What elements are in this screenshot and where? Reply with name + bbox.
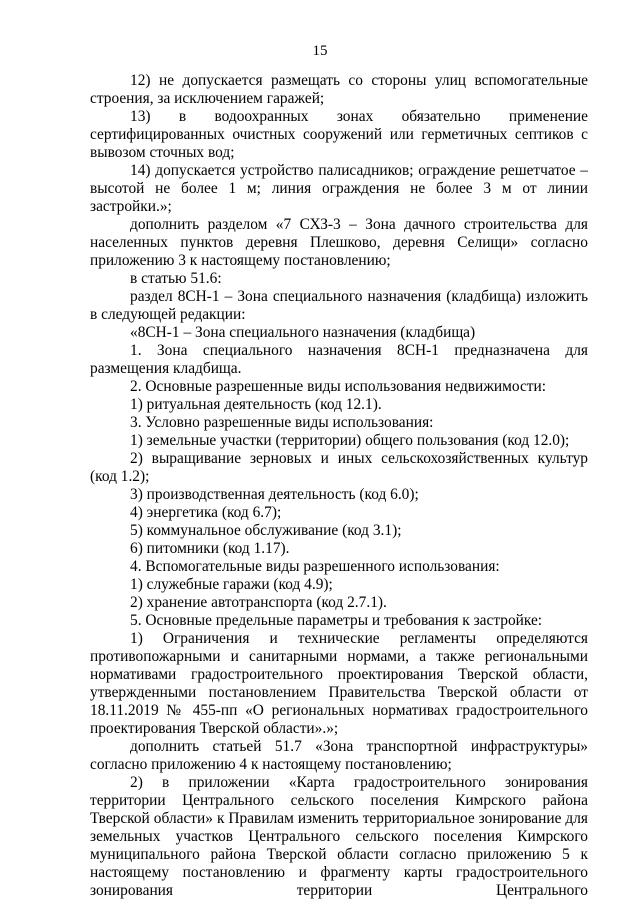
list-item-conditional-use-3: 3) производственная деятельность (код 6.0); (130, 486, 419, 503)
paragraph-article-51-6: в статью 51.6: (130, 270, 222, 287)
paragraph-item-13: 13) в водоохранных зонах обязательно применение сертифицированных очистных сооружений или герметичных септиков с вывозом сточных вод; (90, 108, 588, 161)
paragraph-item-14: 14) допускается устройство палисадников; ограждение решетчатое – высотой не более 1 м; линия ограждения не более 3 м от линии застройки.»; (90, 162, 588, 215)
paragraph-item-12: 12) не допускается размещать со стороны улиц вспомогательные строения, за исключением гаражей; (90, 72, 588, 107)
section-heading-8sn1: «8СН-1 – Зона специального назначения (кладбища) (130, 324, 476, 341)
paragraph-add-section-7: дополнить разделом «7 СХЗ-3 – Зона дачного строительства для населенных пунктов деревня Плешково, деревня Селищи» согласно приложению 3 к настоящему постановлению; (90, 216, 588, 269)
paragraph-conditional-uses-heading: 3. Условно разрешенные виды использования: (130, 414, 434, 431)
list-item-auxiliary-use-1: 1) служебные гаражи (код 4.9); (130, 576, 333, 593)
list-item-conditional-use-6: 6) питомники (код 1.17). (130, 540, 290, 557)
list-item-conditional-use-1: 1) земельные участки (территории) общего пользования (код 12.0); (130, 432, 570, 449)
list-item-main-use-1: 1) ритуальная деятельность (код 12.1). (130, 396, 382, 413)
list-item-auxiliary-use-2: 2) хранение автотранспорта (код 2.7.1). (130, 594, 387, 611)
list-item-parameters-1: 1) Ограничения и технические регламенты определяются противопожарными и санитарными нормами, а также региональными нормативами градостроительного проектирования Тверской области, утвержденными постановлением Правительства Тверской области от 18.11.2019 № 455-пп «О региональных нормативах градостроительного проектирования Тверской области».»; (90, 630, 588, 737)
page-number: 15 (312, 43, 328, 59)
paragraph-section-8sn1-intro: раздел 8СН-1 – Зона специального назначения (кладбища) изложить в следующей редакции: (90, 288, 588, 323)
document-body (90, 72, 588, 900)
list-item-conditional-use-4: 4) энергетика (код 6.7); (130, 504, 282, 521)
paragraph-parameters-heading: 5. Основные предельные параметры и требования к застройке: (130, 612, 543, 629)
list-item-conditional-use-5: 5) коммунальное обслуживание (код 3.1); (130, 522, 402, 539)
list-item-conditional-use-2: 2) выращивание зерновых и иных сельскохозяйственных культур (код 1.2); (90, 450, 588, 485)
paragraph-add-article-51-7: дополнить статьей 51.7 «Зона транспортной инфраструктуры» согласно приложению 4 к настоящему постановлению; (90, 738, 588, 773)
paragraph-main-uses-heading: 2. Основные разрешенные виды использования недвижимости: (130, 378, 547, 395)
paragraph-map-amendment: 2) в приложении «Карта градостроительного зонирования территории Центрального сельского поселения Кимрского района Тверской области» к Правилам изменить территориальное зонирование для земельных участков Центрального сельского поселения Кимрского муниципального района Тверской области согласно приложению 5 к настоящему постановлению и фрагменту карты градостроительного зонирования территории Центрального (90, 774, 588, 899)
paragraph-zone-purpose: 1. Зона специального назначения 8СН-1 предназначена для размещения кладбища. (90, 342, 588, 377)
paragraph-auxiliary-uses-heading: 4. Вспомогательные виды разрешенного использования: (130, 558, 500, 575)
